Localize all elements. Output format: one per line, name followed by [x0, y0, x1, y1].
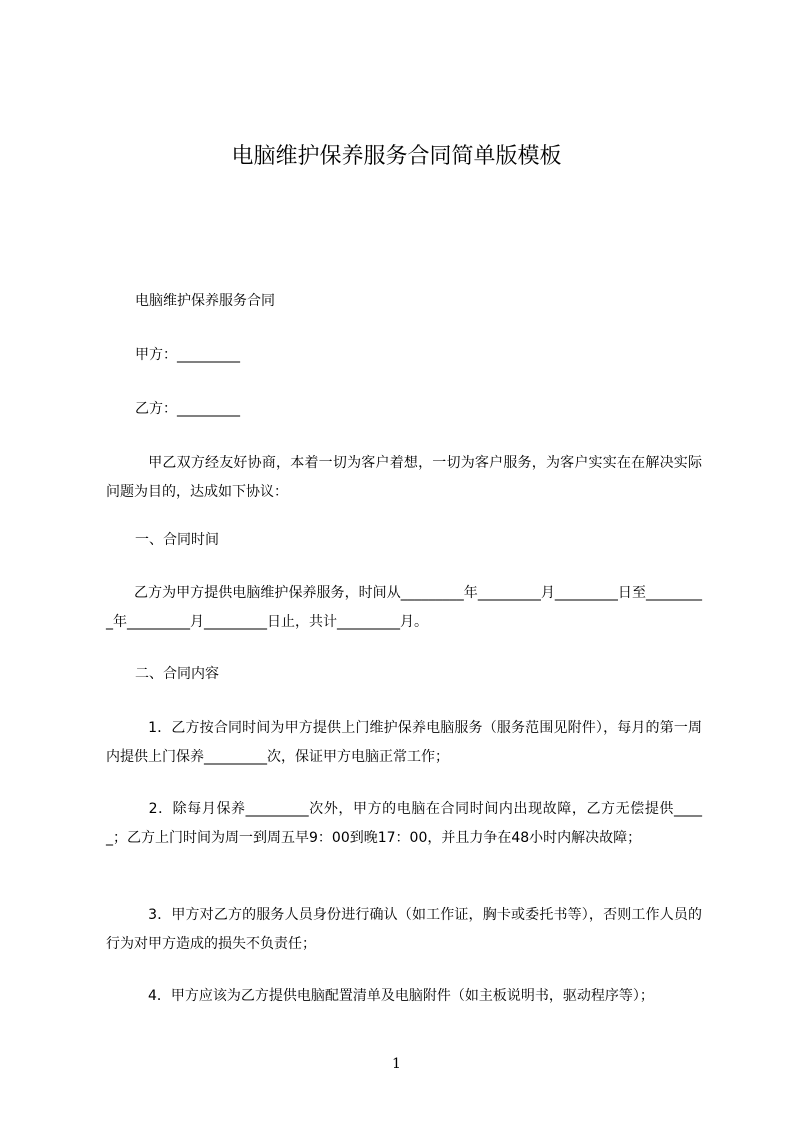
clause-4-paragraph: 4．甲方应该为乙方提供电脑配置清单及电脑附件（如主板说明书，驱动程序等）； — [134, 988, 654, 1004]
party-b-line: 乙方：_________ — [135, 401, 240, 417]
preamble-paragraph: 甲乙双方经友好协商，本着一切为客户着想，一切为客户服务，为客户实实在在解决实际问题为目的，达成如下协议： — [106, 455, 702, 500]
clause-3-paragraph: 3．甲方对乙方的服务人员身份进行确认（如工作证，胸卡或委托书等），否则工作人员的行为对甲方造成的损失不负责任； — [106, 907, 702, 952]
document-title: 电脑维护保养服务合同简单版模板 — [231, 144, 562, 169]
clause-1-paragraph: 1．乙方按合同时间为甲方提供上门维护保养电脑服务（服务范围见附件），每月的第一周内提供上门保养_________次，保证甲方电脑正常工作； — [106, 720, 702, 765]
contract-subtitle: 电脑维护保养服务合同 — [135, 293, 275, 309]
clause-2-paragraph: 2．除每月保养_________次外，甲方的电脑在合同时间内出现故障，乙方无偿提供_____；乙方上门时间为周一到周五早9：00到晚17：00，并且力争在48小时内解决故障； — [106, 801, 702, 846]
party-a-line: 甲方：_________ — [135, 347, 240, 363]
page-number: 1 — [392, 1056, 401, 1072]
section-contract-content-heading: 二、合同内容 — [135, 666, 219, 682]
section-contract-time-heading: 一、合同时间 — [135, 532, 219, 548]
contract-time-paragraph: 乙方为甲方提供电脑维护保养服务，时间从_________年_________月_________日至_________年_________月_________日止，共计_________月。 — [106, 585, 702, 630]
